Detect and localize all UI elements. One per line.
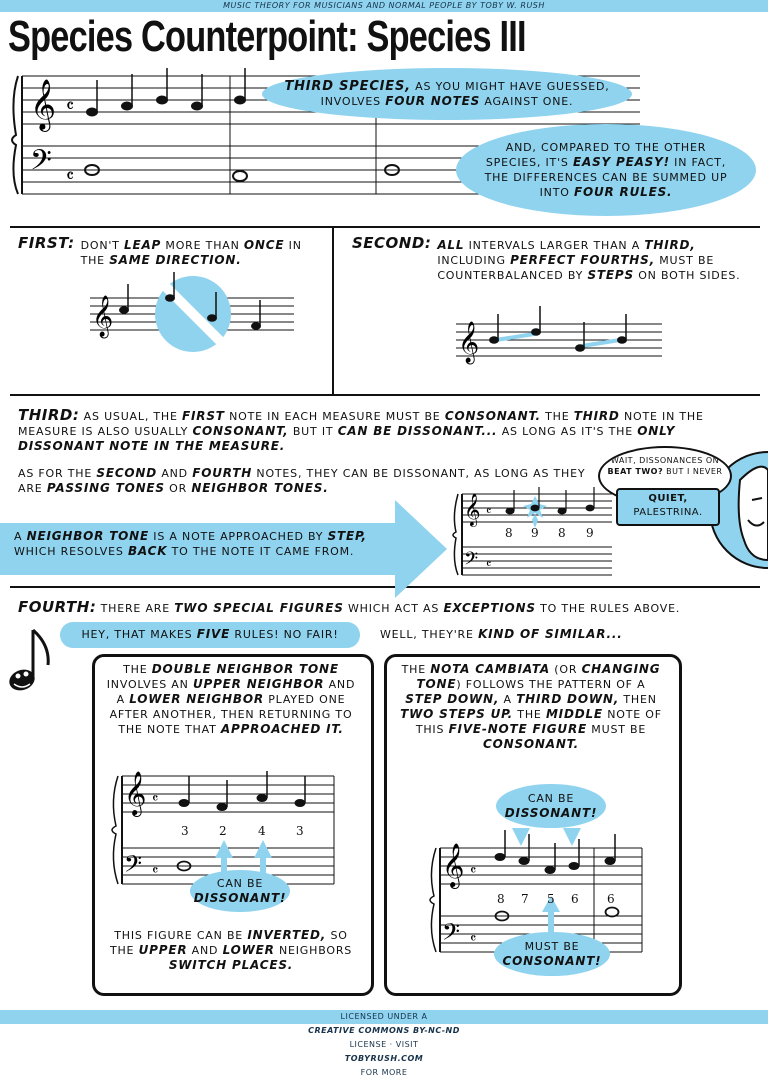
interval-number: 3 (296, 824, 304, 838)
rule-third-label: THIRD: (18, 406, 80, 424)
interval-number: 2 (219, 824, 227, 838)
treble-clef-icon: 𝄞 (124, 771, 147, 815)
treble-clef-icon: 𝄞 (30, 79, 57, 130)
intro-bubble-2: AND, COMPARED TO THE OTHER SPECIES, IT'S EASY PEASY! IN FACT, THE DIFFERENCES CAN BE SUMMED UP INTO FOUR RULES. (456, 124, 756, 216)
reply-text: WELL, THEY'RE KIND OF SIMILAR... (380, 627, 623, 641)
interval-number: 6 (571, 892, 579, 906)
treble-clef-icon: 𝄞 (442, 843, 465, 887)
page-title: Species Counterpoint: Species III (8, 12, 526, 61)
interval-number: 8 (497, 892, 505, 906)
palestrina-speech: WAIT, DISSONANCES ON BEAT TWO? BUT I NEVER (598, 446, 732, 506)
bass-clef-icon: 𝄢 (464, 549, 479, 574)
rule-fourth: FOURTH: THERE ARE TWO SPECIAL FIGURES WHICH ACT AS EXCEPTIONS TO THE RULES ABOVE. (18, 598, 681, 616)
svg-text:𝄴: 𝄴 (486, 557, 492, 571)
note-speech-bubble: HEY, THAT MAKES FIVE RULES! NO FAIR! (60, 622, 360, 648)
dn-dissonant-bubble: CAN BE DISSONANT! (190, 870, 290, 912)
palestrina-reply: QUIET, PALESTRINA. (616, 488, 720, 526)
svg-text:𝄴: 𝄴 (66, 96, 75, 117)
interval-number: 3 (181, 824, 189, 838)
interval-number: 9 (531, 526, 539, 540)
dn-inversion-note: THIS FIGURE CAN BE INVERTED, SO THE UPPER AND LOWER NEIGHBORS SWITCH PLACES. (109, 928, 353, 972)
nota-cambiata-description: THE NOTA CAMBIATA (OR CHANGING TONE) FOLLOWS THE PATTERN OF A STEP DOWN, A THIRD DOWN, THEN TWO STEPS UP. THE MIDDLE NOTE OF THIS FIVE-NOTE FIGURE MUST BE CONSONANT. (400, 662, 662, 751)
rule-third: THIRD: AS USUAL, THE FIRST NOTE IN EACH MEASURE MUST BE CONSONANT. THE THIRD NOTE IN THE MEASURE IS ALSO USUALLY CONSONANT, BUT IT CAN BE DISSONANT... AS LONG AS IT'S THE ONLY DISSONANT NOTE IN THE MEASURE. (18, 406, 704, 453)
interval-number: 9 (586, 526, 594, 540)
interval-number: 8 (505, 526, 513, 540)
bass-clef-icon: 𝄢 (30, 144, 52, 184)
interval-number: 4 (258, 824, 266, 838)
rule-first-label: FIRST: (18, 234, 75, 252)
rule-third-para2: AS FOR THE SECOND AND FOURTH NOTES, THEY CAN BE DISSONANT, AS LONG AS THEY ARE PASSING TONES OR NEIGHBOR TONES. (18, 466, 586, 495)
svg-text:𝄴: 𝄴 (152, 863, 159, 879)
bass-clef-icon: 𝄢 (442, 918, 461, 951)
nc-consonant-bubble: MUST BE CONSONANT! (494, 932, 610, 976)
bass-clef-icon: 𝄢 (124, 850, 143, 883)
rule-first: FIRST: DON'T LEAP MORE THAN ONCE IN THE SAME DIRECTION. (18, 234, 302, 267)
series-text: MUSIC THEORY FOR MUSICIANS AND NORMAL PEOPLE BY TOBY W. RUSH (223, 1, 545, 10)
interval-number: 6 (607, 892, 615, 906)
treble-clef-icon: 𝄞 (458, 322, 480, 363)
website-link[interactable]: TOBYRUSH.COM (344, 1054, 424, 1063)
svg-text:𝄴: 𝄴 (470, 931, 477, 947)
rule-second: SECOND: ALL INTERVALS LARGER THAN A THIRD, INCLUDING PERFECT FOURTHS, MUST BE COUNTERBALANCED BY STEPS ON BOTH SIDES. (352, 234, 741, 282)
svg-text:𝄴: 𝄴 (470, 863, 477, 879)
interval-number: 8 (558, 526, 566, 540)
interval-number: 5 (547, 892, 555, 906)
double-neighbor-description: THE DOUBLE NEIGHBOR TONE INVOLVES AN UPPER NEIGHBOR AND A LOWER NEIGHBOR PLAYED ONE AFTER ANOTHER, THEN RETURNING TO THE NOTE THAT APPROACHED IT. (106, 662, 356, 736)
license-banner: LICENSED UNDER A CREATIVE COMMONS BY-NC-ND LICENSE · VISIT TOBYRUSH.COM FOR MORE (0, 1010, 768, 1024)
treble-clef-icon: 𝄞 (464, 493, 481, 526)
rule-second-label: SECOND: (352, 234, 432, 252)
rule-fourth-label: FOURTH: (18, 598, 97, 616)
nc-dissonant-bubble: CAN BE DISSONANT! (496, 784, 606, 828)
neighbor-tone-definition: A NEIGHBOR TONE IS A NOTE APPROACHED BY STEP, WHICH RESOLVES BACK TO THE NOTE IT CAME FROM. (14, 529, 367, 558)
intro-bubble-1: THIRD SPECIES, AS YOU MIGHT HAVE GUESSED, INVOLVES FOUR NOTES AGAINST ONE. (262, 68, 632, 120)
svg-text:𝄴: 𝄴 (66, 166, 75, 187)
interval-number: 7 (521, 892, 529, 906)
treble-clef-icon: 𝄞 (92, 296, 114, 337)
svg-text:𝄴: 𝄴 (486, 504, 492, 518)
svg-text:𝄴: 𝄴 (152, 791, 159, 807)
